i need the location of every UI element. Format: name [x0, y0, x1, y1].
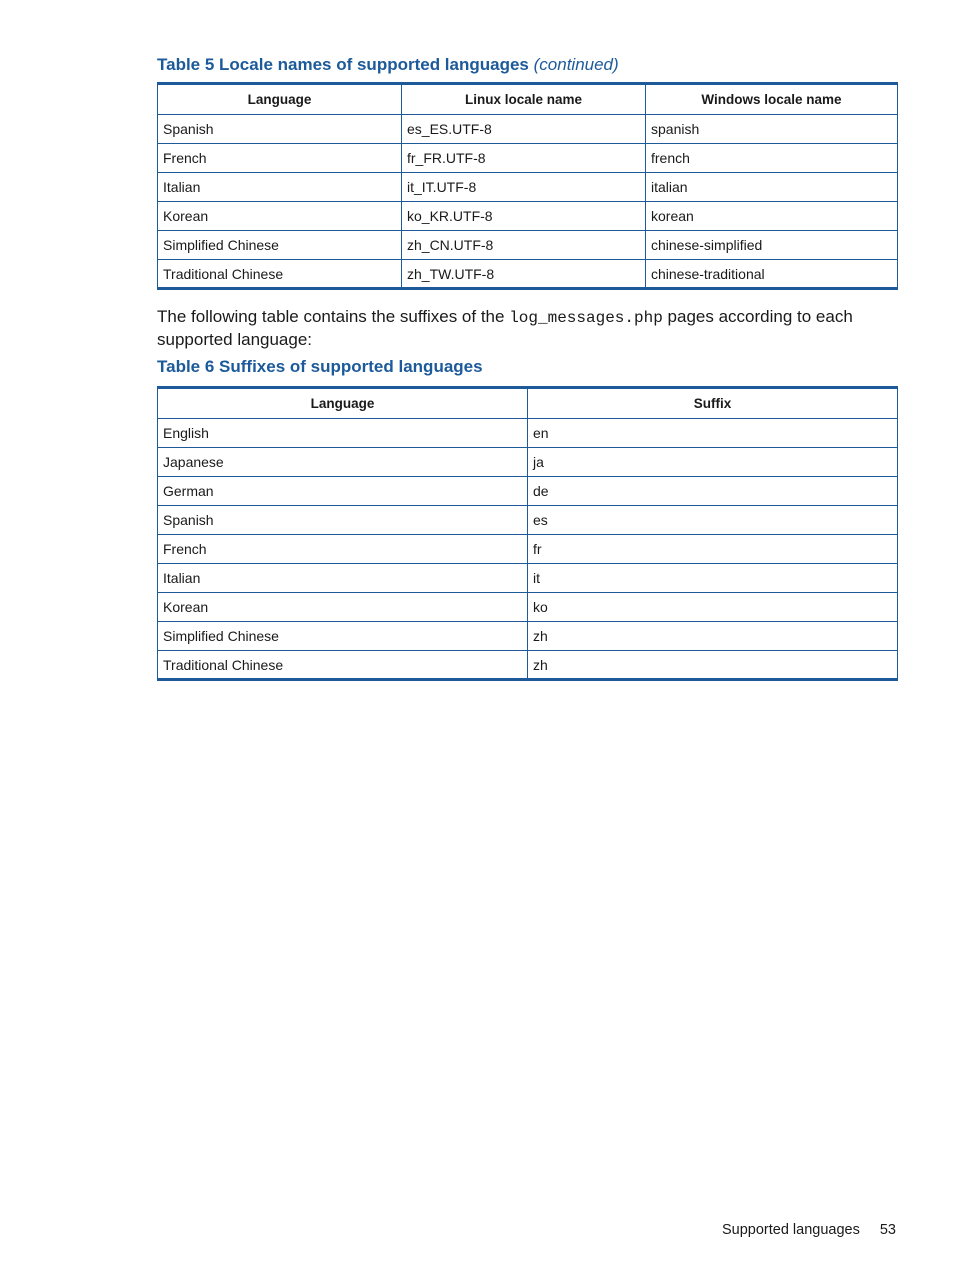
table5-cell: Italian: [158, 173, 402, 202]
table5-header-windows-locale: Windows locale name: [646, 84, 898, 115]
table6-header-suffix: Suffix: [528, 388, 898, 419]
paragraph-text-before: The following table contains the suffixes of the: [157, 307, 510, 326]
table5-caption-label: Table 5 Locale names of supported languages: [157, 55, 529, 74]
table5-cell: spanish: [646, 115, 898, 144]
table6-cell: Spanish: [158, 506, 528, 535]
table-row: [158, 260, 898, 289]
table6-cell: zh: [528, 622, 898, 651]
table-header-row: [158, 388, 898, 419]
table-row: [158, 506, 898, 535]
table6-cell: French: [158, 535, 528, 564]
table-row: [158, 651, 898, 680]
table5-cell: chinese-traditional: [646, 260, 898, 289]
table-row: [158, 535, 898, 564]
table6-cell: ko: [528, 593, 898, 622]
table-row: [158, 115, 898, 144]
table5-cell: ko_KR.UTF-8: [402, 202, 646, 231]
table6-caption: [157, 357, 483, 377]
body-paragraph: [157, 306, 897, 350]
table-row: [158, 419, 898, 448]
table5-header-language: Language: [158, 84, 402, 115]
table5-cell: it_IT.UTF-8: [402, 173, 646, 202]
table5-cell: Spanish: [158, 115, 402, 144]
table5-caption-continued: (continued): [533, 55, 619, 74]
page-number: 53: [879, 1222, 896, 1238]
table6-caption-label: Table 6 Suffixes of supported languages: [157, 357, 483, 376]
paragraph-text-after: pages according to each supported language:: [157, 307, 853, 349]
table5-cell: italian: [646, 173, 898, 202]
table5-cell: chinese-simplified: [646, 231, 898, 260]
table-row: [158, 564, 898, 593]
table6-cell: Japanese: [158, 448, 528, 477]
table6-cell: de: [528, 477, 898, 506]
table6-cell: es: [528, 506, 898, 535]
table6-cell: fr: [528, 535, 898, 564]
table5-locale-names: [157, 82, 898, 290]
table5-cell: french: [646, 144, 898, 173]
table6-cell: ja: [528, 448, 898, 477]
table5-cell: es_ES.UTF-8: [402, 115, 646, 144]
table5-cell: zh_TW.UTF-8: [402, 260, 646, 289]
table-row: [158, 173, 898, 202]
table5-cell: fr_FR.UTF-8: [402, 144, 646, 173]
table5-cell: zh_CN.UTF-8: [402, 231, 646, 260]
table5-header-linux-locale: Linux locale name: [402, 84, 646, 115]
table5-cell: Traditional Chinese: [158, 260, 402, 289]
table5-cell: French: [158, 144, 402, 173]
table-row: [158, 448, 898, 477]
table-row: [158, 144, 898, 173]
table6-cell: zh: [528, 651, 898, 680]
table-row: [158, 477, 898, 506]
table6-cell: English: [158, 419, 528, 448]
table6-cell: Italian: [158, 564, 528, 593]
table-row: [158, 231, 898, 260]
table6-cell: Korean: [158, 593, 528, 622]
table-row: [158, 202, 898, 231]
table5-caption: [157, 55, 619, 75]
table5-cell: korean: [646, 202, 898, 231]
page-footer: [722, 1222, 896, 1238]
table6-cell: Simplified Chinese: [158, 622, 528, 651]
table6-cell: German: [158, 477, 528, 506]
table5-cell: Simplified Chinese: [158, 231, 402, 260]
table-header-row: [158, 84, 898, 115]
table-row: [158, 593, 898, 622]
table6-header-language: Language: [158, 388, 528, 419]
table6-cell: Traditional Chinese: [158, 651, 528, 680]
table6-cell: en: [528, 419, 898, 448]
table6-suffixes: [157, 386, 898, 681]
table5-cell: Korean: [158, 202, 402, 231]
paragraph-code-filename: log_messages.php: [509, 309, 663, 327]
table6-cell: it: [528, 564, 898, 593]
table-row: [158, 622, 898, 651]
footer-section-title: Supported languages: [721, 1222, 860, 1238]
